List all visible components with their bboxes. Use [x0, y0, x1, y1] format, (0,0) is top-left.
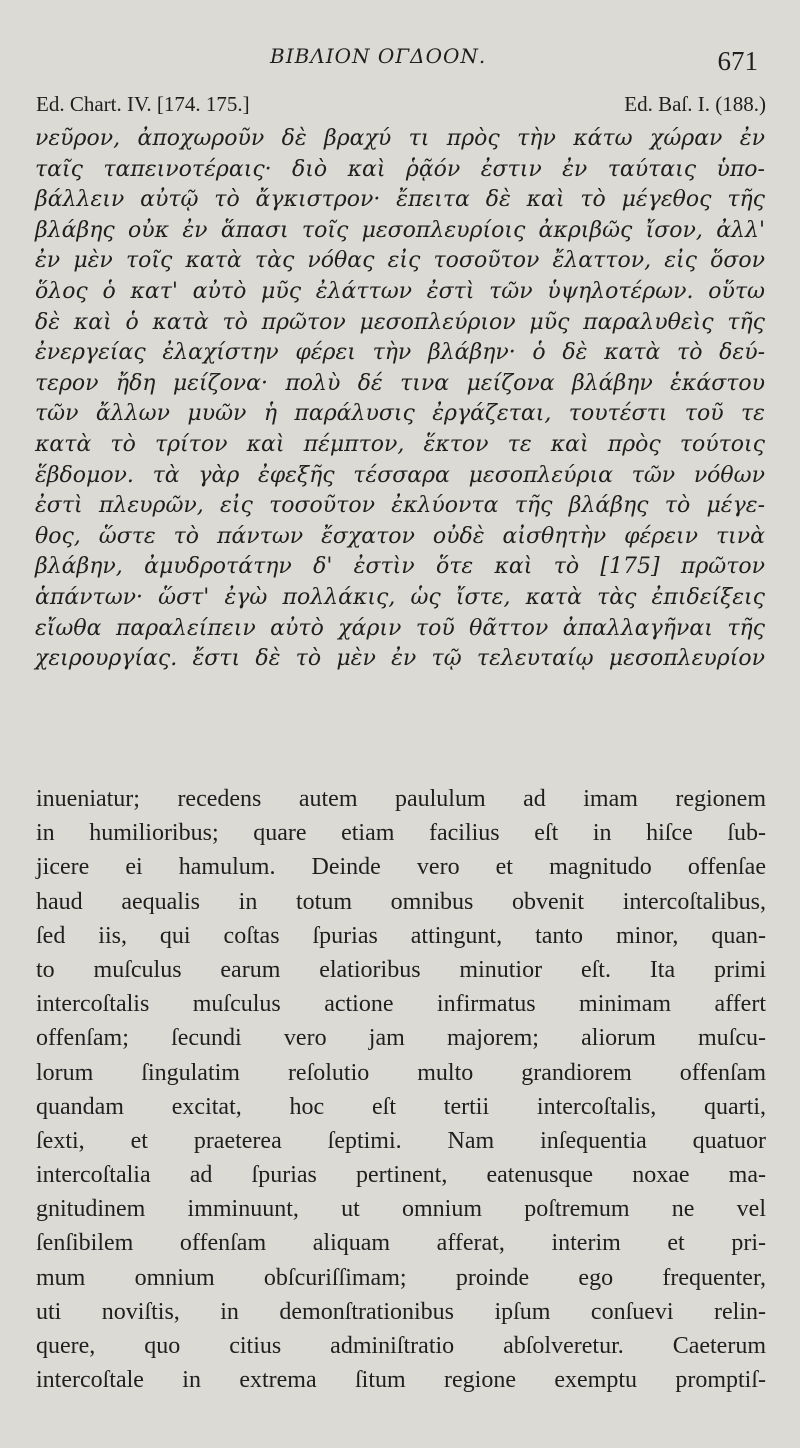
- latin-line: uti noviſtis, in demonſtrationibus ipſum conſuevi relin-: [36, 1298, 766, 1325]
- latin-line: quere, quo citius adminiſtratio abſolveretur. Caeterum: [36, 1333, 766, 1359]
- latin-line: offenſam; ſecundi vero jam majorem; aliorum muſcu-: [36, 1025, 766, 1052]
- greek-line: εἴωθα παραλείπειν αὐτὸ χάριν τοῦ θᾶττον ἀπαλλαγῆναι τῆς: [35, 615, 765, 641]
- latin-line: intercoſtalis muſculus actione infirmatus minimam affert: [36, 991, 766, 1018]
- latin-line: intercoſtale in extrema ſitum regione exemptu promptiſ-: [36, 1367, 766, 1394]
- latin-line: haud aequalis in totum omnibus obvenit intercoſtalibus,: [36, 888, 766, 915]
- latin-line: ſed iis, qui coſtas ſpurias attingunt, tanto minor, quan-: [36, 922, 766, 949]
- greek-line: βλάβης οὐκ ἐν ἅπασι τοῖς μεσοπλευρίοις ἀκριβῶς ἴσον, ἀλλ': [35, 217, 765, 243]
- greek-line: ἕβδομον. τὰ γὰρ ἐφεξῆς τέσσαρα μεσοπλεύρια τῶν νόθων: [35, 462, 765, 488]
- greek-line: κατὰ τὸ τρίτον καὶ πέμπτον, ἕκτον τε καὶ πρὸς τούτοις: [35, 431, 765, 457]
- edition-reference-left: Ed. Chart. IV. [174. 175.]: [36, 92, 250, 116]
- greek-line: ἐνεργείας ἐλαχίστην φέρει τὴν βλάβην· ὁ δὲ κατὰ τὸ δεύ-: [35, 340, 765, 366]
- page-number: 671: [717, 46, 758, 76]
- greek-line: χειρουργίας. ἔστι δὲ τὸ μὲν ἐν τῷ τελευταίῳ μεσοπλευρίον: [35, 646, 765, 672]
- greek-text-block: [35, 124, 765, 675]
- latin-line: ſexti, et praeterea ſeptimi. Nam inſequentia quatuor: [36, 1127, 766, 1154]
- greek-line: ταῖς ταπεινοτέραις· διὸ καὶ ῥᾷόν ἐστιν ἐν ταύταις ὑπο-: [35, 156, 765, 182]
- latin-line: to muſculus earum elatioribus minutior eſt. Ita primi: [36, 956, 766, 983]
- greek-line: ἐστὶ πλευρῶν, εἰς τοσοῦτον ἐκλύοντα τῆς βλάβης τὸ μέγε-: [35, 493, 765, 519]
- greek-line: τῶν ἄλλων μυῶν ἡ παράλυσις ἐργάζεται, τουτέστι τοῦ τε: [35, 401, 765, 427]
- greek-line: ἐν μὲν τοῖς κατὰ τὰς νόθας εἰς τοσοῦτον ἔλαττον, εἰς ὅσον: [35, 248, 765, 274]
- greek-line: τερον ἤδη μείζονα· πολὺ δέ τινα μείζονα βλάβην ἑκάστου: [35, 370, 765, 396]
- greek-line: βάλλειν αὐτῷ τὸ ἄγκιστρον· ἔπειτα δὲ καὶ τὸ μέγεθος τῆς: [35, 187, 765, 213]
- greek-line: δὲ καὶ ὁ κατὰ τὸ πρῶτον μεσοπλεύριον μῦς παραλυθεὶς τῆς: [35, 309, 765, 335]
- latin-line: jicere ei hamulum. Deinde vero et magnitudo offenſae: [36, 854, 766, 881]
- latin-line: quandam excitat, hoc eſt tertii intercoſtalis, quarti,: [36, 1093, 766, 1120]
- running-head: BIBΛΙΟΝ ΟΓΔΟΟΝ.: [270, 44, 487, 68]
- greek-line: ὅλος ὁ κατ' αὐτὸ μῦς ἐλάττων ἐστὶ τῶν ὑψηλοτέρων. οὕτω: [35, 278, 765, 304]
- latin-line: ſenſibilem offenſam aliquam afferat, interim et pri-: [36, 1230, 766, 1257]
- latin-line: intercoſtalia ad ſpurias pertinent, eatenusque noxae ma-: [36, 1162, 766, 1189]
- greek-line: ἁπάντων· ὥστ' ἐγὼ πολλάκις, ὡς ἴστε, κατὰ τὰς ἐπιδείξεις: [35, 584, 765, 610]
- latin-line: inueniatur; recedens autem paululum ad imam regionem: [36, 786, 766, 812]
- greek-line: νεῦρον, ἀποχωροῦν δὲ βραχύ τι πρὸς τὴν κάτω χώραν ἐν: [35, 126, 765, 151]
- greek-line: βλάβην, ἀμυδροτάτην δ' ἐστὶν ὅτε καὶ τὸ [175] πρῶτον: [35, 554, 765, 580]
- latin-line: mum omnium obſcuriſſimam; proinde ego frequenter,: [36, 1264, 766, 1291]
- latin-line: gnitudinem imminuunt, ut omnium poſtremum ne vel: [36, 1196, 766, 1223]
- latin-line: in humilioribus; quare etiam facilius eſt in hiſce ſub-: [36, 820, 766, 847]
- edition-reference-right: Ed. Baſ. I. (188.): [624, 92, 766, 116]
- latin-line: lorum ſingulatim reſolutio multo grandiorem offenſam: [36, 1059, 766, 1086]
- greek-line: θος, ὥστε τὸ πάντων ἔσχατον οὐδὲ αἰσθητὴν φέρειν τινὰ: [35, 523, 765, 549]
- latin-text-block: [36, 782, 766, 1397]
